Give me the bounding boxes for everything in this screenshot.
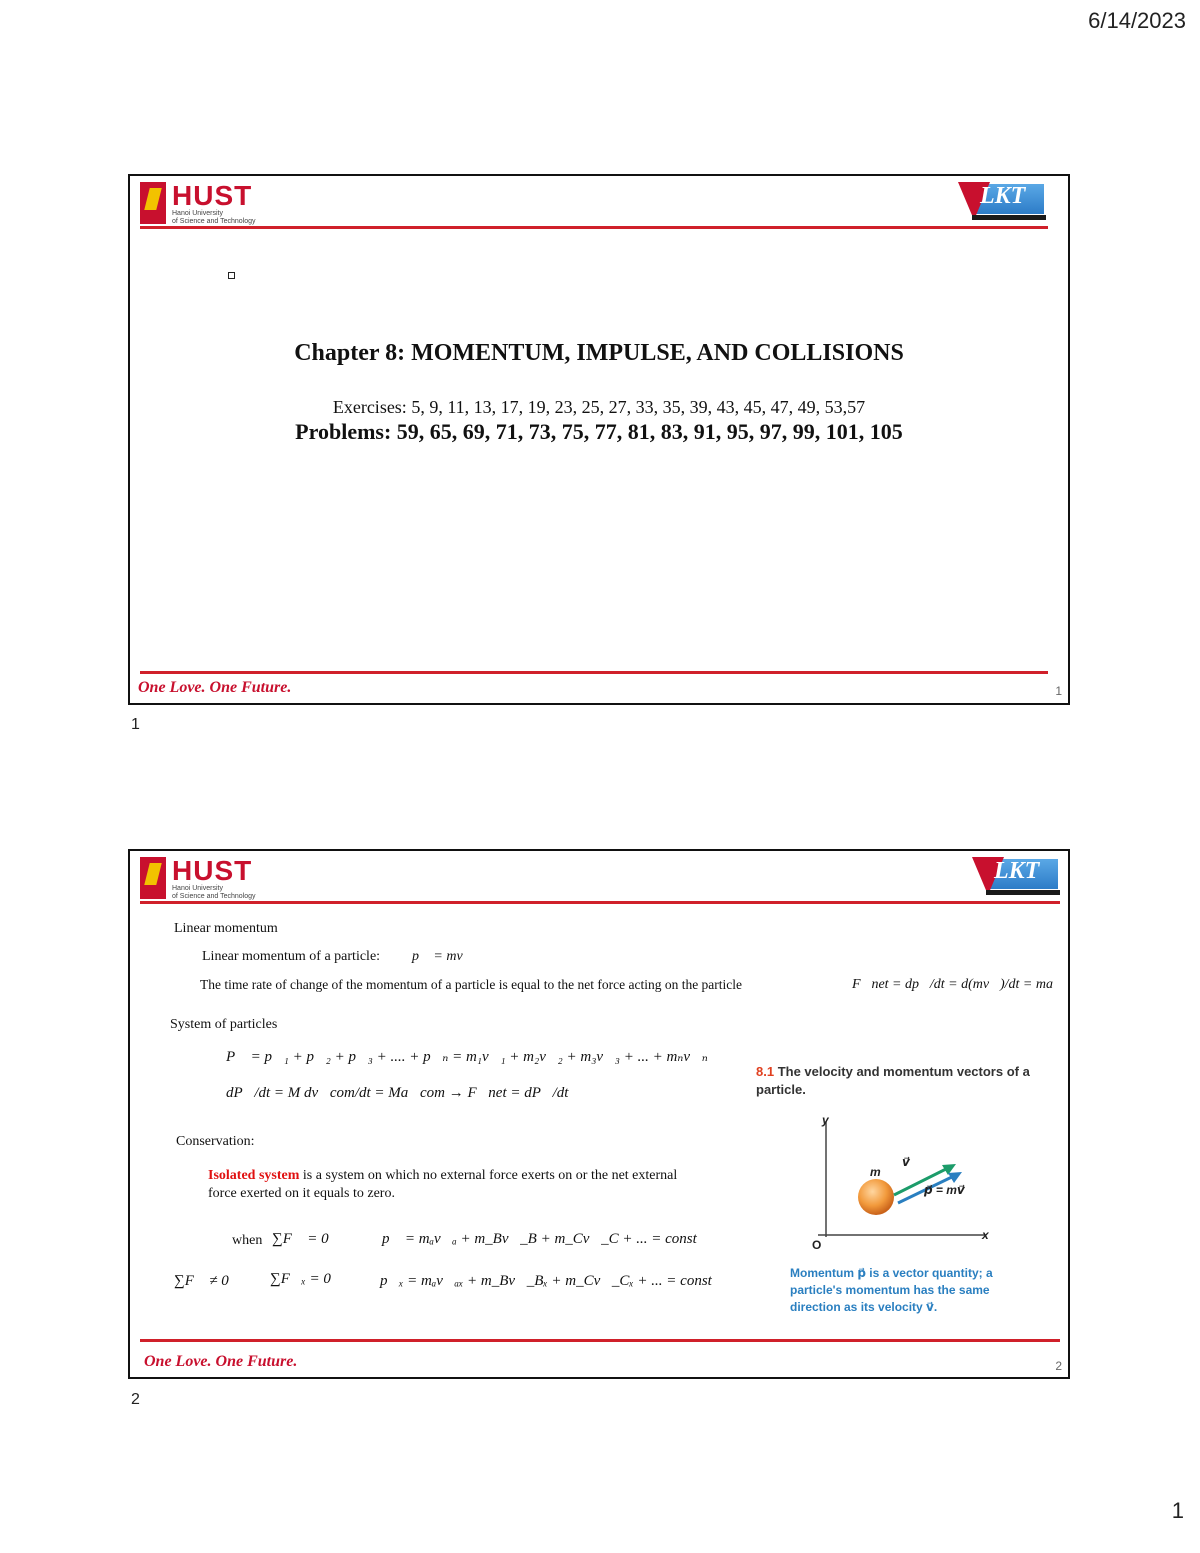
problems-list: Problems: 59, 65, 69, 71, 73, 75, 77, 81, 83, 91, 95, 97, 99, 101, 105 — [295, 419, 903, 444]
slide-number: 1 — [1055, 684, 1062, 698]
vlkt-wordmark: LKT — [994, 858, 1040, 884]
zero-x-force-condition: ∑F⃗ₓ = 0⃗ — [270, 1271, 343, 1287]
particle-ball — [858, 1179, 894, 1215]
vlkt-logo — [972, 857, 1058, 899]
rate-of-change-text: The time rate of change of the momentum of a particle is equal to the net force acting on the particle — [200, 977, 743, 992]
heading-system-of-particles: System of particles — [170, 1017, 278, 1032]
isolated-system-term: Isolated system — [208, 1168, 300, 1183]
hust-logo — [140, 857, 280, 901]
lm-particle-label: Linear momentum of a particle: — [202, 949, 381, 964]
isolated-system-definition: Isolated system is a system on which no external force exerts on or the net external — [208, 1168, 678, 1183]
isolated-system-definition-2: force exerted on it equals to zero. — [208, 1186, 395, 1201]
system-force-equation: dP⃗/dt = M dv⃗com/dt = Ma⃗com → F⃗net = dP⃗/dt — [226, 1085, 569, 1101]
bullet-icon — [228, 272, 235, 279]
slide-2 — [128, 849, 1070, 1379]
slide-number: 2 — [1055, 1359, 1062, 1373]
footer-motto: One Love. One Future. — [144, 1353, 298, 1370]
footer-rule — [140, 1339, 1060, 1342]
footer-rule — [140, 671, 1048, 674]
vlkt-logo — [958, 182, 1044, 224]
figure-caption: 8.1 The velocity and momentum vectors of a particle. — [756, 1064, 1030, 1097]
header-rule — [140, 226, 1048, 229]
footer-motto: One Love. One Future. — [138, 679, 292, 696]
when-label: when — [232, 1233, 263, 1248]
heading-linear-momentum: Linear momentum — [174, 921, 278, 936]
mass-label: m — [870, 1165, 881, 1179]
slide-label-2: 2 — [131, 1391, 140, 1408]
hust-emblem-icon — [140, 182, 166, 224]
hust-emblem-icon — [140, 857, 166, 899]
velocity-label: v⃗ — [902, 1155, 910, 1169]
figure-note: Momentum p⃗ is a vector quantity; a particle's momentum has the same direction as its velocity v⃗. — [790, 1266, 993, 1314]
origin-label: O — [812, 1238, 822, 1252]
hust-logo — [140, 182, 280, 226]
chapter-title: Chapter 8: MOMENTUM, IMPULSE, AND COLLISIONS — [294, 340, 904, 366]
hust-subtitle: Hanoi University of Science and Technology — [172, 210, 256, 225]
hust-subtitle: Hanoi University of Science and Technology — [172, 885, 256, 900]
heading-conservation: Conservation: — [176, 1134, 255, 1149]
vlkt-wordmark: LKT — [980, 183, 1026, 209]
momentum-label: p⃗ = mv⃗ — [924, 1183, 965, 1197]
hust-wordmark: HUST — [172, 855, 253, 886]
momentum-conserved-equation: p⃗ = mₐv⃗ₐ + m_Bv⃗_B + m_Cv⃗_C + ... = const — [382, 1231, 697, 1247]
axis-y-label: y — [822, 1113, 829, 1127]
lm-particle-equation: p⃗ = mv⃗ — [412, 949, 474, 964]
zero-net-force-condition: ∑F⃗ = 0⃗ — [272, 1231, 341, 1247]
slide-1 — [128, 174, 1070, 705]
slide-label-1: 1 — [131, 716, 140, 733]
nonzero-net-force-condition: ∑F⃗ ≠ 0⃗ — [174, 1273, 241, 1289]
page-number: 1 — [1171, 1498, 1184, 1523]
system-momentum-equation: P⃗ = p⃗₁ + p⃗₂ + p⃗₃ + .... + p⃗ₙ = m₁v⃗₁ + m₂v⃗₂ + m₃v⃗₃ + ... + mₙv⃗ₙ — [226, 1049, 708, 1065]
x-momentum-conserved-equation: p⃗ₓ = mₐv⃗ₐₓ + m_Bv⃗_Bₓ + m_Cv⃗_Cₓ + ... = const — [380, 1273, 712, 1289]
net-force-equation: F⃗net = dp⃗/dt = d(mv⃗)/dt = ma⃗ — [852, 977, 1064, 992]
axis-x-label: x — [982, 1228, 989, 1242]
exercises-list: Exercises: 5, 9, 11, 13, 17, 19, 23, 25, 27, 33, 35, 39, 43, 45, 47, 49, 53,57 — [332, 397, 866, 417]
hust-wordmark: HUST — [172, 180, 253, 211]
print-date: 6/14/2023 — [1088, 8, 1186, 33]
header-rule — [140, 901, 1060, 904]
